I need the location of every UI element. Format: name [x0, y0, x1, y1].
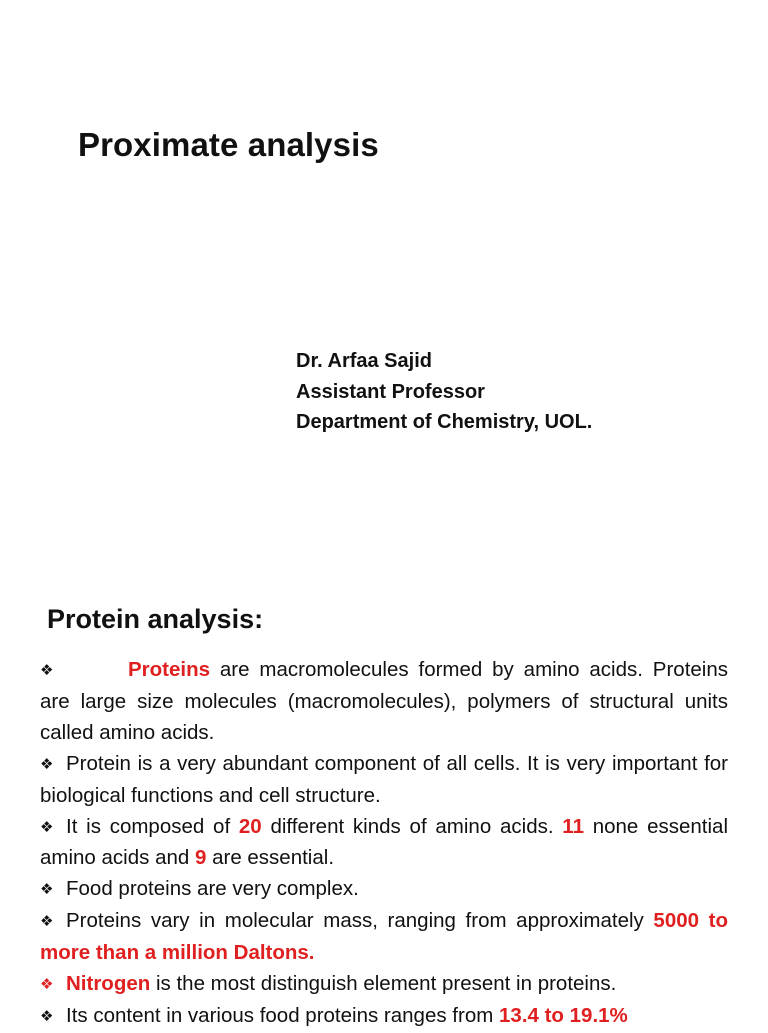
bullet-text: Protein is a very abundant component of all cells. It is very important for biological functions and cell structure.: [40, 751, 728, 807]
bullet-text: is the most distinguish element present in proteins.: [150, 972, 617, 996]
bullet-text: different kinds of amino acids.: [261, 814, 563, 838]
slide-title: Proximate analysis: [78, 126, 379, 163]
highlight-text: Nitrogen: [66, 972, 151, 996]
bullet-text: Proteins vary in molecular mass, ranging from approximately: [66, 909, 654, 933]
bullet-item: [40, 969, 728, 1001]
bullet-text: It is composed of: [66, 814, 239, 838]
bullet-text: Its content in various food proteins ranges from: [66, 1003, 500, 1027]
highlight-text: 5000 to more than a million Daltons.: [40, 909, 728, 965]
bullet-text: are macromolecules formed by amino acids. Proteins are large size molecules (macromolecules), polymers of structural units called amino acids.: [40, 658, 728, 744]
diamond-bullet-icon: ❖: [40, 976, 54, 994]
highlight-number: 9: [194, 846, 207, 870]
diamond-bullet-icon: ❖: [40, 662, 54, 679]
bullet-item: [40, 1001, 728, 1033]
bullet-item: [40, 749, 728, 812]
bullet-item: [40, 906, 728, 969]
author-name: Dr. Arfaa Sajid: [296, 350, 432, 372]
bullet-text: are essential.: [206, 846, 335, 870]
author-department: Department of Chemistry, UOL.: [296, 411, 593, 433]
author-block: [296, 346, 592, 438]
highlight-text: Proteins: [128, 658, 211, 681]
section-heading: Protein analysis:: [47, 604, 264, 634]
author-position: Assistant Professor: [296, 380, 485, 403]
diamond-bullet-icon: ❖: [40, 913, 54, 931]
diamond-bullet-icon: ❖: [40, 755, 54, 773]
bullet-text: none essential amino acids and: [40, 814, 728, 870]
bullet-item: [40, 812, 728, 875]
diamond-bullet-icon: ❖: [40, 818, 54, 836]
bullet-item: [40, 874, 728, 906]
bullet-text: Food proteins are very complex.: [66, 877, 359, 901]
highlight-number: 20: [238, 814, 262, 838]
highlight-number: 11: [562, 814, 584, 838]
diamond-bullet-icon: ❖: [40, 881, 54, 899]
bullet-list: [40, 655, 728, 1033]
bullet-item: [40, 655, 728, 749]
diamond-bullet-icon: ❖: [40, 1007, 54, 1025]
highlight-text: 13.4 to 19.1%: [499, 1003, 628, 1027]
